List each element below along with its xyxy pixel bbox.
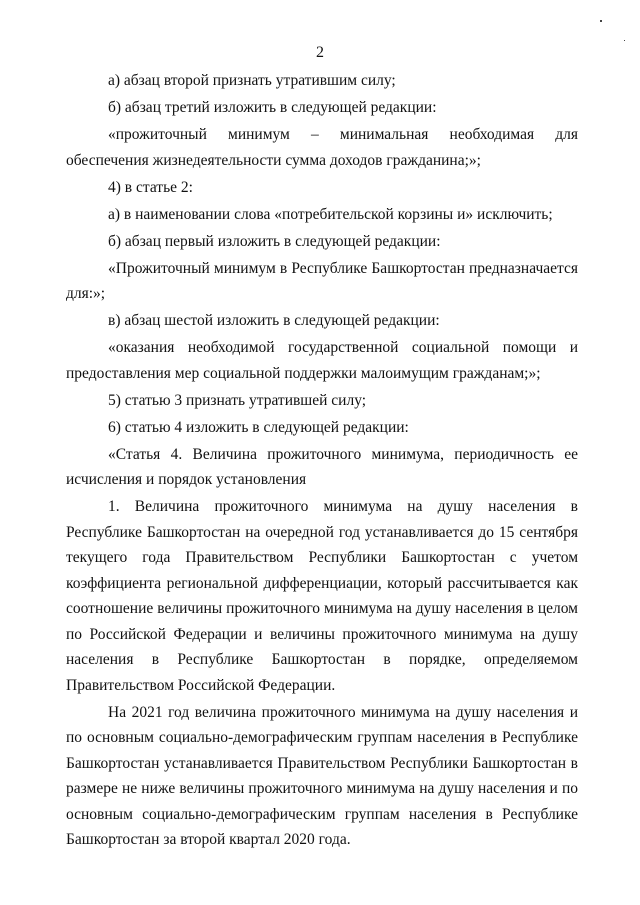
paragraph-3: «прожиточный минимум – минимальная необходимая для обеспечения жизнедеятельности сумма доходов гражданина;»; [66,126,578,169]
paragraph-5: а) в наименовании слова «потребительской корзины и» исключить; [108,205,553,223]
paragraph-2: б) абзац третий изложить в следующей редакции: [108,99,437,116]
paragraph-14: На 2021 год величина прожиточного минимума на душу населения и по основным социально-демографическим группам населения в Республике Башкортостан устанавливается Правительством Республики Башкортостан в размере не ниже величины прожиточного минимума на душу населения и по основным социально-демографическим группам населения в Республике Башкортостан за второй квартал 2020 года. [66,703,578,848]
paragraph-8: в) абзац шестой изложить в следующей редакции: [108,312,440,329]
paragraph-13: 1. Величина прожиточного минимума на душу населения в Республике Башкортостан на очередной год устанавливается до 15 сентября текущего года Правительством Республики Башкортостан с учетом коэффициента региональной дифференциации, который рассчитывается как соотношение величины прожиточного минимума на душу населения в целом по Российской Федерации и величины прожиточного минимума на душу населения в Республике Башкортостан в порядке, определяемом Правительством Российской Федерации. [66,498,578,694]
page-number: 2 [316,44,324,61]
paragraph-7: «Прожиточный минимум в Республике Башкортостан предназначается для:»; [66,259,578,302]
document-body [66,68,578,854]
paragraph-6: б) абзац первый изложить в следующей редакции: [108,232,441,250]
paragraph-1: а) абзац второй признать утратившим силу; [108,72,396,89]
paragraph-4: 4) в статье 2: [108,178,193,196]
paragraph-11: 6) статью 4 изложить в следующей редакции: [108,418,409,436]
scan-dot-right [624,40,625,41]
paragraph-9: «оказания необходимой государственной социальной помощи и предоставления мер социальной поддержки малоимущим гражданам;»; [66,339,578,382]
paragraph-10: 5) статью 3 признать утратившей силу; [108,391,367,409]
scan-dot-top-right [600,20,602,22]
paragraph-12: «Статья 4. Величина прожиточного минимума, периодичность ее исчисления и порядок установления [66,445,578,488]
